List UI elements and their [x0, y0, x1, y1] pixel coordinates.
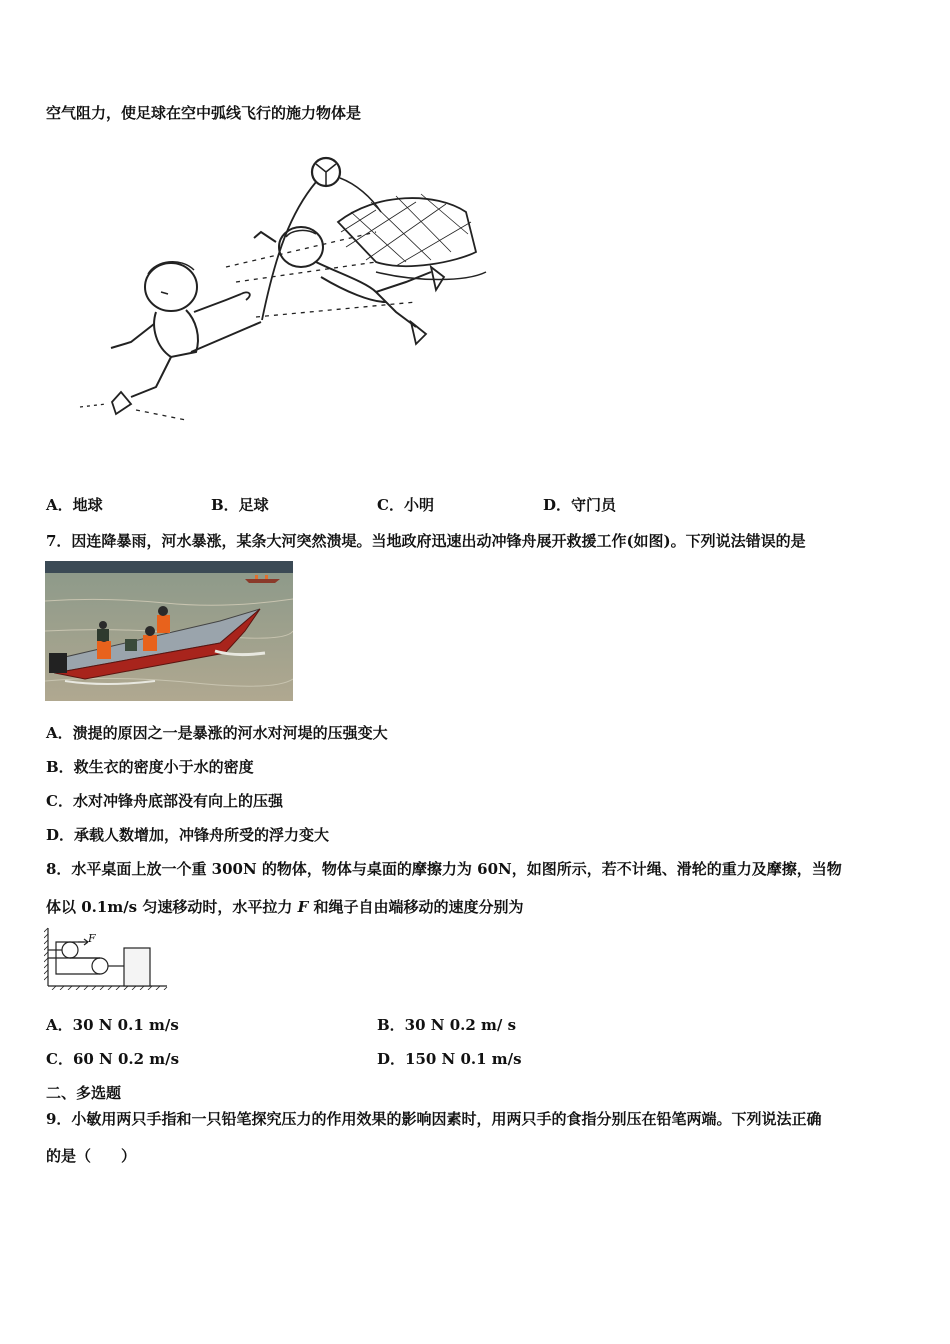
q8-stem-line1: 8．水平桌面上放一个重 300N 的物体，物体与桌面的摩擦力为 60N，如图所示，若不计绳、滑轮的重力及摩擦，当物 [46, 860, 842, 878]
q7-stem: 7．因连降暴雨，河水暴涨，某条大河突然溃堤。当地政府迅速出动冲锋舟展开救援工作(如图)。下列说法错误的是 [46, 532, 806, 550]
q6-option-b: B．足球 [211, 496, 269, 514]
q9-stem-line2: 的是（ ） [46, 1147, 137, 1165]
rescue-boat-photo [45, 561, 293, 701]
section-heading: 二、多选题 [46, 1084, 122, 1102]
q8-option-c: C．60 N 0.2 m/s [46, 1050, 180, 1068]
q8-stem-line2 [46, 896, 523, 917]
q7-option-c: C．水对冲锋舟底部没有向上的压强 [46, 792, 283, 810]
q7-option-a: A．溃提的原因之一是暴涨的河水对河堤的压强变大 [46, 724, 388, 742]
pulley-diagram [44, 926, 169, 990]
q6-option-a: A．地球 [46, 496, 103, 514]
pulley-force-label: F [88, 932, 96, 945]
q9-stem-line1: 9．小敏用两只手指和一只铅笔探究压力的作用效果的影响因素时，用两只手的食指分别压在铅笔两端。下列说法正确 [46, 1110, 822, 1128]
soccer-illustration [76, 152, 496, 437]
q6-option-d: D．守门员 [543, 496, 617, 514]
q7-option-b: B．救生衣的密度小于水的密度 [46, 758, 254, 776]
q8-option-b: B．30 N 0.2 m/ s [377, 1016, 517, 1034]
q6-stem-tail: 空气阻力，使足球在空中弧线飞行的施力物体是 [46, 104, 362, 122]
q8-option-d: D．150 N 0.1 m/s [377, 1050, 522, 1068]
q6-option-c: C．小明 [377, 496, 434, 514]
q8-stem-line2-a: 体以 0.1m/s 匀速移动时，水平拉力 [46, 898, 298, 916]
q7-option-d: D．承载人数增加，冲锋舟所受的浮力变大 [46, 826, 330, 844]
q8-force-symbol: F [297, 898, 309, 916]
q8-option-a: A．30 N 0.1 m/s [46, 1016, 179, 1034]
q8-stem-line2-b: 和绳子自由端移动的速度分别为 [308, 898, 524, 916]
